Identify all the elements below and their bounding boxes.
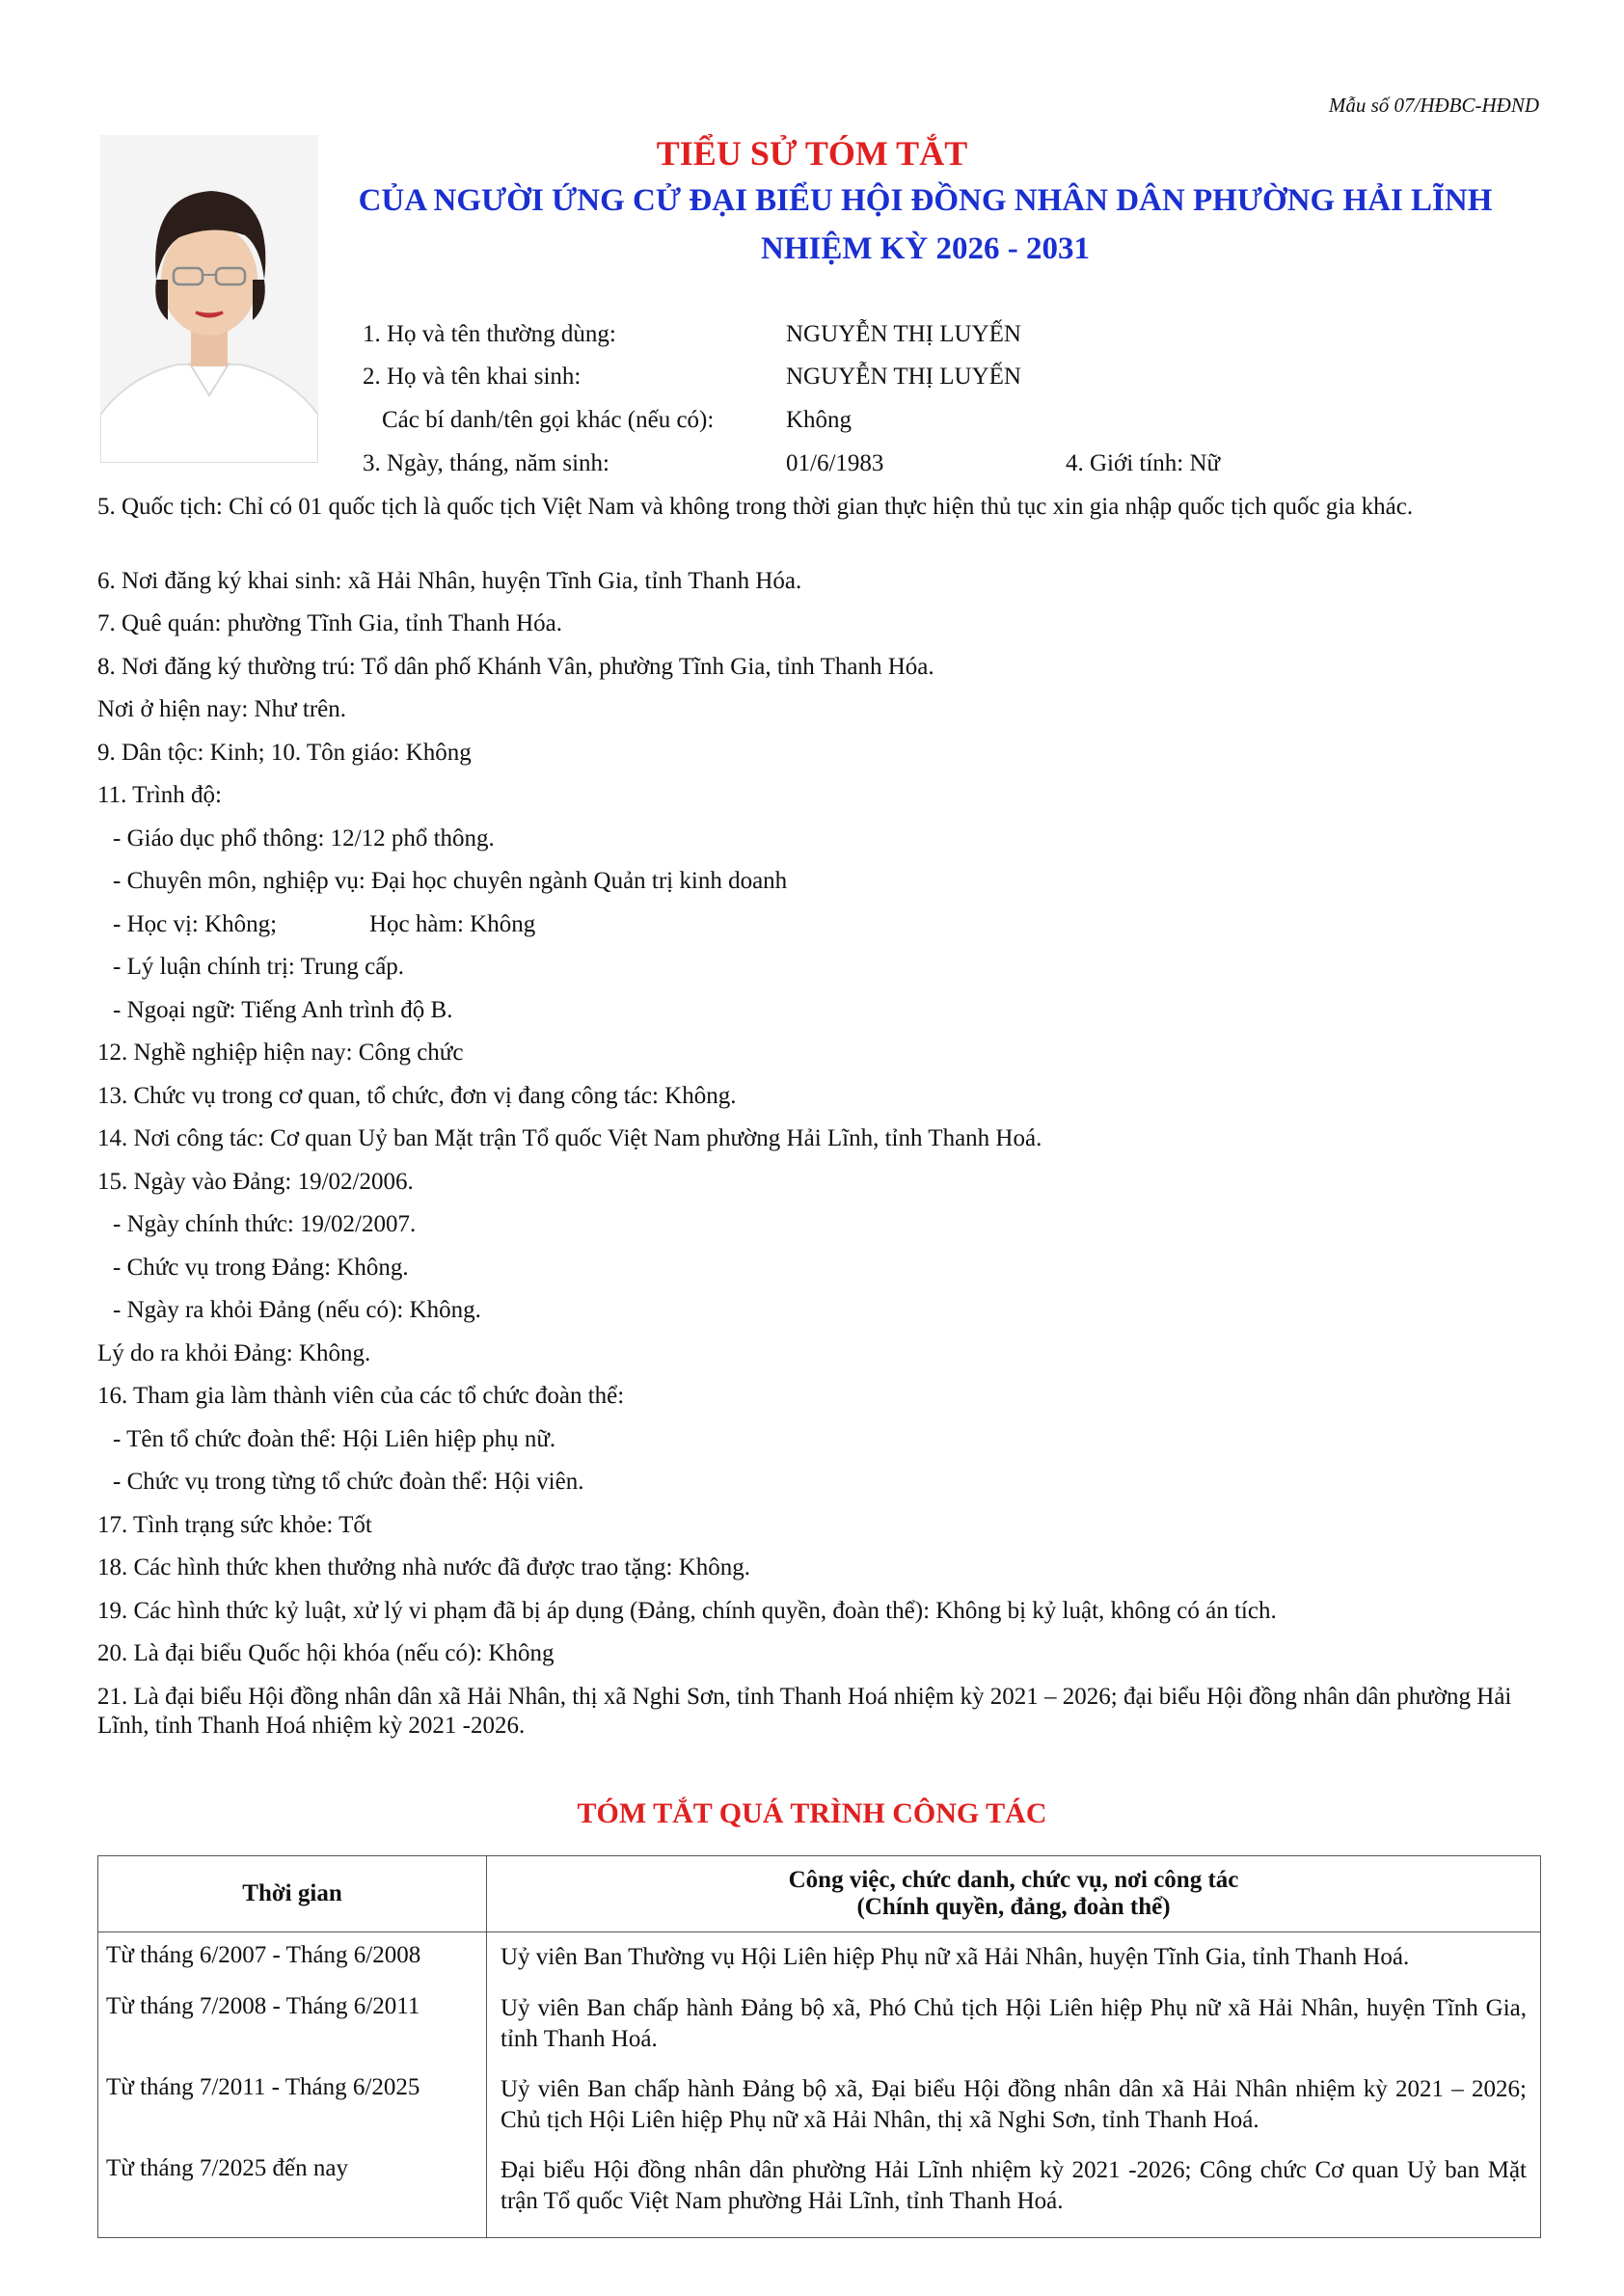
table-row bbox=[98, 2065, 1541, 2146]
row-content: Uỷ viên Ban chấp hành Đảng bộ xã, Phó Chủ tịch Hội Liên hiệp Phụ nữ xã Hải Nhân, huyện Tĩnh Gia, tỉnh Thanh Hoá. bbox=[487, 1984, 1541, 2065]
item-education-heading: 11. Trình độ: bbox=[97, 782, 222, 808]
item-discipline: 19. Các hình thức kỷ luật, xử lý vi phạm đã bị áp dụng (Đảng, chính quyền, đoàn thể): Không bị kỷ luật, không có án tích. bbox=[97, 1598, 1277, 1624]
item-general-education: - Giáo dục phổ thông: 12/12 phổ thông. bbox=[113, 825, 495, 851]
field-value-alias: Không bbox=[786, 407, 853, 433]
item-party-position: - Chức vụ trong Đảng: Không. bbox=[113, 1255, 409, 1281]
table-row bbox=[98, 1984, 1541, 2065]
item-awards: 18. Các hình thức khen thưởng nhà nước đã được trao tặng: Không. bbox=[97, 1554, 751, 1580]
item-organization-position: - Chức vụ trong từng tổ chức đoàn thể: Hội viên. bbox=[113, 1469, 584, 1495]
document-term: NHIỆM KỲ 2026 - 2031 bbox=[761, 231, 1090, 266]
item-national-assembly: 20. Là đại biểu Quốc hội khóa (nếu có): Không bbox=[97, 1640, 555, 1666]
table-row bbox=[98, 2146, 1541, 2238]
column-header-position bbox=[487, 1856, 1541, 1932]
field-gender: 4. Giới tính: Nữ bbox=[1066, 450, 1221, 476]
field-value-common-name: NGUYỄN THỊ LUYẾN bbox=[786, 321, 1021, 347]
item-political-theory: - Lý luận chính trị: Trung cấp. bbox=[113, 954, 405, 980]
row-content: Đại biểu Hội đồng nhân dân phường Hải Lĩnh nhiệm kỳ 2021 -2026; Công chức Cơ quan Uỷ ban Mặt trận Tổ quốc Việt Nam phường Hải Lĩnh, tỉnh Thanh Hoá. bbox=[487, 2146, 1541, 2238]
work-history-table bbox=[97, 1855, 1541, 2238]
form-number: Mẫu số 07/HĐBC-HĐND bbox=[1328, 94, 1539, 117]
column-header-position-line1: Công việc, chức danh, chức vụ, nơi công tác bbox=[788, 1867, 1239, 1893]
item-foreign-language: - Ngoại ngữ: Tiếng Anh trình độ B. bbox=[113, 997, 453, 1023]
work-history-title: TÓM TẮT QUÁ TRÌNH CÔNG TÁC bbox=[577, 1797, 1047, 1829]
table-header-row bbox=[98, 1856, 1541, 1932]
item-birth-registration: 6. Nơi đăng ký khai sinh: xã Hải Nhân, huyện Tĩnh Gia, tỉnh Thanh Hóa. bbox=[97, 568, 802, 594]
item-party-exit-date: - Ngày ra khỏi Đảng (nếu có): Không. bbox=[113, 1297, 481, 1323]
item-occupation: 12. Nghề nghiệp hiện nay: Công chức bbox=[97, 1040, 464, 1066]
item-position: 13. Chức vụ trong cơ quan, tổ chức, đơn vị đang công tác: Không. bbox=[97, 1083, 737, 1109]
item-party-join-date: 15. Ngày vào Đảng: 19/02/2006. bbox=[97, 1169, 414, 1195]
item-current-residence: Nơi ở hiện nay: Như trên. bbox=[97, 696, 346, 722]
row-content: Uỷ viên Ban Thường vụ Hội Liên hiệp Phụ nữ xã Hải Nhân, huyện Tĩnh Gia, tỉnh Thanh Hoá. bbox=[487, 1932, 1541, 1984]
item-academic-title: Học hàm: Không bbox=[369, 911, 536, 937]
item-health: 17. Tình trạng sức khỏe: Tốt bbox=[97, 1512, 372, 1538]
row-content: Uỷ viên Ban chấp hành Đảng bộ xã, Đại biểu Hội đồng nhân dân xã Hải Nhân nhiệm kỳ 2021 – 2026; Chủ tịch Hội Liên hiệp Phụ nữ xã Hải Nhân, thị xã Nghi Sơn, tỉnh Thanh Hoá. bbox=[487, 2065, 1541, 2146]
item-hometown: 7. Quê quán: phường Tĩnh Gia, tỉnh Thanh Hóa. bbox=[97, 610, 563, 636]
field-label-alias: Các bí danh/tên gọi khác (nếu có): bbox=[382, 407, 715, 433]
item-organizations-heading: 16. Tham gia làm thành viên của các tổ chức đoàn thể: bbox=[97, 1383, 625, 1409]
row-period: Từ tháng 6/2007 - Tháng 6/2008 bbox=[98, 1932, 487, 1984]
document-title: TIỂU SỬ TÓM TẮT bbox=[656, 134, 968, 173]
item-nationality: 5. Quốc tịch: Chỉ có 01 quốc tịch là quốc tịch Việt Nam và không trong thời gian thực hiện thủ tục xin gia nhập quốc tịch quốc gia khác. bbox=[97, 494, 1414, 520]
item-council-membership: 21. Là đại biểu Hội đồng nhân dân xã Hải Nhân, thị xã Nghi Sơn, tỉnh Thanh Hoá nhiệm kỳ 2021 – 2026; đại biểu Hội đồng nhân dân phường Hải Lĩnh, tỉnh Thanh Hoá nhiệm kỳ 2021 -2026. bbox=[97, 1684, 1512, 1739]
item-degree: - Học vị: Không; bbox=[113, 911, 278, 937]
table-row bbox=[98, 1932, 1541, 1984]
item-party-official-date: - Ngày chính thức: 19/02/2007. bbox=[113, 1211, 417, 1237]
item-party-exit-reason: Lý do ra khỏi Đảng: Không. bbox=[97, 1340, 371, 1366]
document-subtitle: CỦA NGƯỜI ỨNG CỬ ĐẠI BIỂU HỘI ĐỒNG NHÂN DÂN PHƯỜNG HẢI LĨNH bbox=[358, 183, 1493, 218]
field-label-birth-date: 3. Ngày, tháng, năm sinh: bbox=[363, 450, 609, 476]
field-label-common-name: 1. Họ và tên thường dùng: bbox=[363, 321, 616, 347]
row-period: Từ tháng 7/2025 đến nay bbox=[98, 2146, 487, 2238]
field-value-birth-name: NGUYỄN THỊ LUYẾN bbox=[786, 364, 1021, 390]
row-period: Từ tháng 7/2008 - Tháng 6/2011 bbox=[98, 1984, 487, 2065]
column-header-position-line2: (Chính quyền, đảng, đoàn thể) bbox=[856, 1894, 1171, 1920]
item-ethnicity-religion: 9. Dân tộc: Kinh; 10. Tôn giáo: Không bbox=[97, 740, 472, 766]
item-workplace: 14. Nơi công tác: Cơ quan Uỷ ban Mặt trận Tổ quốc Việt Nam phường Hải Lĩnh, tỉnh Thanh Hoá. bbox=[97, 1125, 1042, 1151]
field-value-birth-date: 01/6/1983 bbox=[786, 450, 884, 476]
item-organization-name: - Tên tổ chức đoàn thể: Hội Liên hiệp phụ nữ. bbox=[113, 1426, 556, 1452]
column-header-period: Thời gian bbox=[98, 1856, 487, 1932]
item-permanent-residence: 8. Nơi đăng ký thường trú: Tổ dân phố Khánh Vân, phường Tĩnh Gia, tỉnh Thanh Hóa. bbox=[97, 654, 934, 680]
item-specialization: - Chuyên môn, nghiệp vụ: Đại học chuyên ngành Quản trị kinh doanh bbox=[113, 868, 788, 894]
row-period: Từ tháng 7/2011 - Tháng 6/2025 bbox=[98, 2065, 487, 2146]
field-label-birth-name: 2. Họ và tên khai sinh: bbox=[363, 364, 582, 390]
